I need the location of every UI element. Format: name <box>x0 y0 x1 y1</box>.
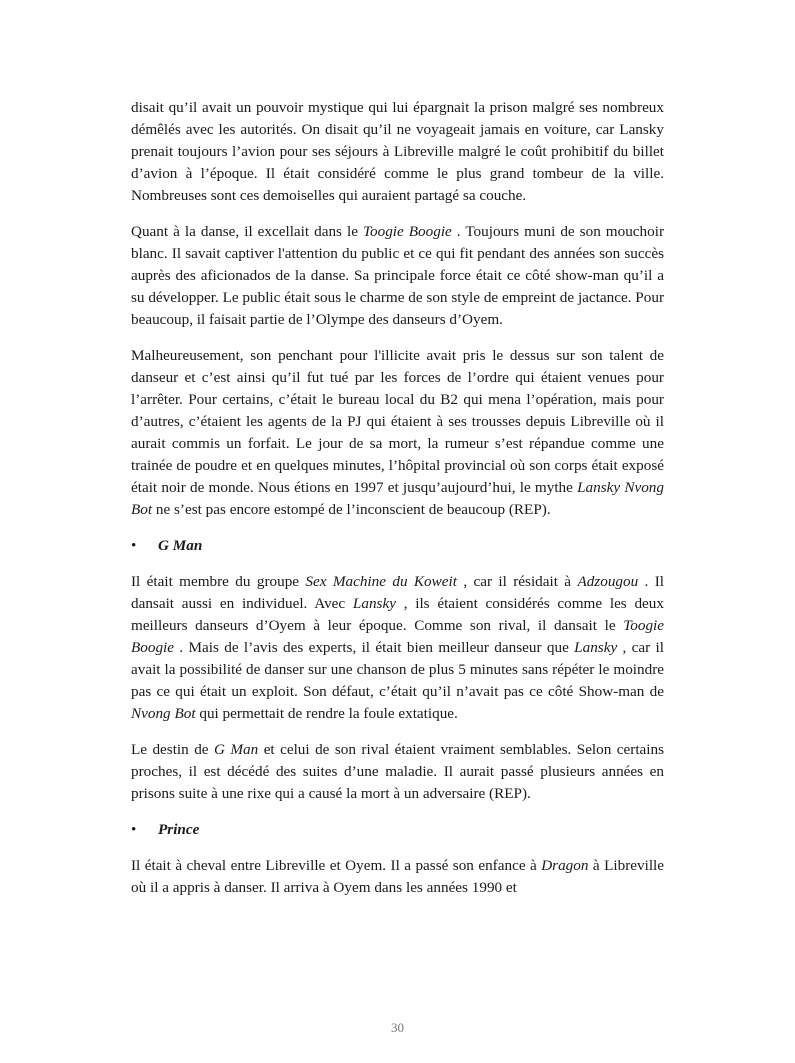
text-run: Le destin de <box>131 741 214 758</box>
italic-term: Lansky <box>574 639 618 656</box>
text-run: à Libreville où il a appris à danser. Il arriva à Oyem dans les années 1990 et <box>131 857 664 896</box>
section-heading-g-man <box>131 535 664 557</box>
paragraph-prince-intro <box>131 855 664 899</box>
paragraph-lansky-dance <box>131 221 664 331</box>
section-heading-prince <box>131 819 664 841</box>
text-run: . Toujours muni de son mouchoir blanc. Il savait captiver l'attention du public et ce qui fit pendant des années son succès auprès des aficionados de la danse. Sa principale force était ce côté show-man qu’il a su développer. Le public était sous le charme de son style de empreint de jactance. Pour beaucoup, il faisait partie de l’Olympe des danseurs d’Oyem. <box>131 223 664 328</box>
heading-text: G Man <box>158 537 203 554</box>
heading-text: Prince <box>158 821 200 838</box>
document-page <box>131 97 664 913</box>
text-run: Il était à cheval entre Libreville et Oyem. Il a passé son enfance à <box>131 857 542 874</box>
italic-term: Toogie Boogie <box>362 223 452 240</box>
text-run: Quant à la danse, il excellait dans le <box>131 223 363 240</box>
text-run: . Mais de l’avis des experts, il était bien meilleur danseur que <box>174 639 575 656</box>
text-run: , ils étaient considérés comme les deux meilleurs danseurs d’Oyem à leur époque. Comme son rival, il dansait le <box>131 595 664 634</box>
italic-term: Nvong Bot <box>131 705 196 722</box>
bullet-icon: • <box>131 821 137 838</box>
paragraph-lansky-reputation <box>131 97 664 207</box>
text-run: . Il dansait aussi en individuel. Avec <box>131 573 665 612</box>
italic-term: G Man <box>213 741 259 758</box>
text-run: , car il avait la possibilité de danser sur une chanson de plus 5 minutes sans répéter le moindre pas ce qui était un exploit. Son défaut, c’était qu’il n’avait pas ce côté Show-man de <box>131 639 664 700</box>
italic-term: Sex Machine du Koweit <box>305 573 457 590</box>
bullet-icon: • <box>131 537 137 554</box>
text-run: qui permettait de rendre la foule extatique. <box>195 705 458 722</box>
page-number: 30 <box>391 1020 404 1035</box>
italic-term: Toogie Boogie <box>131 617 664 656</box>
italic-term: Lansky <box>352 595 396 612</box>
text-run: Malheureusement, son penchant pour l'illicite avait pris le dessus sur son talent de danseur et c’est ainsi qu’il fut tué par les forces de l’ordre qui étaient venues pour l’arrêter. Pour certains, c’était le bureau local du B2 qui mena l’opération, mais pour d’autres, c’étaient les agents de la PJ qui étaient à ses trousses depuis Libreville où il aurait commis un forfait. Le jour de sa mort, la rumeur s’est répandue comme une trainée de poudre et en quelques minutes, l’hôpital provincial où son corps était exposé était noir de monde. Nous étions en 1997 et jusqu’aujourd’hui, le mythe <box>131 347 664 496</box>
paragraph-g-man-group <box>131 571 664 725</box>
text-run: Il était membre du groupe <box>131 573 306 590</box>
text-run: et celui de son rival étaient vraiment semblables. Selon certains proches, il est décédé des suites d’une maladie. Il aurait passé plusieurs années en prisons suite à une rixe qui a causé la mort à un adversaire (REP). <box>131 741 665 802</box>
paragraph-g-man-destiny <box>131 739 664 805</box>
text-run: disait qu’il avait un pouvoir mystique qui lui épargnait la prison malgré ses nombreux démêlés avec les autorités. On disait qu’il ne voyageait jamais en voiture, car Lansky prenait toujours l’avion pour ses séjours à Libreville malgré le coût prohibitif du billet d’avion à l’époque. Il était considéré comme le plus grand tombeur de la ville. Nombreuses sont ces demoiselles qui auraient partagé sa couche. <box>131 99 664 204</box>
italic-term: Lansky Nvong Bot <box>131 479 664 518</box>
text-run: , car il résidait à <box>456 573 578 590</box>
italic-term: Dragon <box>541 857 589 874</box>
paragraph-lansky-death <box>131 345 664 521</box>
text-run: ne s’est pas encore estompé de l’inconscient de beaucoup (REP). <box>152 501 551 518</box>
italic-term: Adzougou <box>577 573 639 590</box>
